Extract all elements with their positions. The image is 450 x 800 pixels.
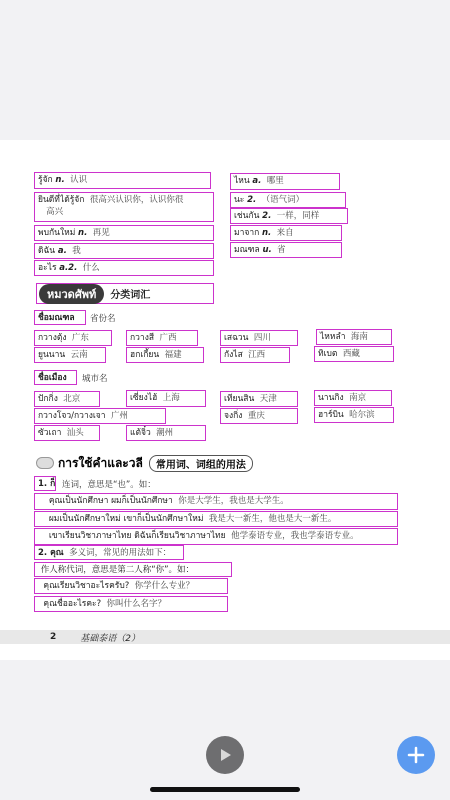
- provinces-label: ชื่อมณฑล: [34, 310, 86, 325]
- banner-thai-title: หมวดศัพท์: [39, 284, 104, 304]
- vocab-right-0: ไหน a. 哪里: [230, 173, 340, 190]
- play-button[interactable]: [206, 736, 244, 774]
- usage-section-thai: การใช้คำและวลี: [58, 455, 143, 470]
- province-2: เสฉวน 四川: [220, 330, 298, 346]
- usage-item2-example-1: คุณชื่ออะไรคะ? 你叫什么名字？: [34, 596, 228, 612]
- usage-item1-example-0: คุณเป็นนักศึกษา ผมก็เป็นนักศึกษา 你是大学生，我也是大学生。: [34, 493, 398, 510]
- province-4: ยูนนาน 云南: [34, 347, 106, 363]
- usage-section-header: [36, 454, 286, 472]
- usage-item1-example-2: เขาเรียนวิชาภาษาไทย ดิฉันก็เรียนวิชาภาษาไทย 他学泰语专业，我也学泰语专业。: [34, 528, 398, 545]
- vocab-left-5: อะไร a.2. 什么: [34, 260, 214, 276]
- city-2: เทียนสิน 天津: [220, 391, 298, 407]
- vocab-left-3: พบกันใหม่ n. 再见: [34, 225, 214, 241]
- banner-chinese-title: 分类词汇: [110, 290, 151, 301]
- city-5: จงกิ่ง 重庆: [220, 408, 298, 424]
- city-7: ซัวเถา 汕头: [34, 425, 100, 441]
- city-0: ปักกิ่ง 北京: [34, 391, 100, 407]
- usage-item1-title: 1. ก็: [34, 476, 56, 491]
- province-7: ทิเบต 西藏: [314, 346, 394, 362]
- usage-item1-desc: 连词，意思是“也”。如：: [62, 480, 156, 490]
- vocab-right-1: นะ 2. （语气词）: [230, 192, 346, 208]
- plus-icon: [406, 745, 426, 765]
- vocab-left-4: ดิฉัน a. 我: [34, 243, 214, 259]
- book-title: 基础泰语（2）: [80, 633, 140, 644]
- play-icon: [217, 747, 233, 763]
- vocab-right-4: มณฑล u. 省: [230, 242, 342, 258]
- vocab-left-0: รู้จัก n. 认识: [34, 172, 211, 189]
- usage-item2-title: 2. คุณ 多义词，常见的用法如下：: [34, 545, 184, 560]
- page-number: 2: [50, 632, 57, 642]
- city-4: กวางโจว/กวางเจา 广州: [34, 408, 166, 424]
- document-page: [0, 140, 450, 660]
- city-8: แต้จิ๋ว 潮州: [126, 425, 206, 441]
- province-0: กวางตุ้ง 广东: [34, 330, 112, 346]
- city-6: ฮาร์บิน 哈尔滨: [314, 407, 394, 423]
- usage-section-chinese: 常用词、词组的用法: [149, 455, 253, 472]
- usage-item2-sub: 作人称代词，意思是第二人称“你”。如：: [34, 562, 232, 577]
- section-bullet-icon: [36, 457, 54, 469]
- province-1: กวางสี 广西: [126, 330, 198, 346]
- home-indicator[interactable]: [150, 787, 300, 792]
- province-5: ฮกเกี้ยน 福建: [126, 347, 204, 363]
- vocab-right-3: มาจาก n. 来自: [230, 225, 342, 241]
- cities-label: ชื่อเมือง: [34, 370, 77, 385]
- vocab-right-2: เช่นกัน 2. 一样，同样: [230, 208, 348, 224]
- provinces-label-zh: 省份名: [90, 314, 116, 324]
- add-button[interactable]: [397, 736, 435, 774]
- city-1: เซี่ยงไฮ้ 上海: [126, 390, 206, 407]
- page-footer: [0, 630, 450, 644]
- usage-item1-example-1: ผมเป็นนักศึกษาใหม่ เขาก็เป็นนักศึกษาใหม่ 我是大一新生，他也是大一新生。: [34, 511, 398, 527]
- vocab-category-banner: [36, 283, 214, 304]
- province-3: ไหหลำ 海南: [316, 329, 392, 345]
- vocab-left-1: ยินดีที่ได้รู้จัก 很高兴认识你，认识你很 高兴: [34, 192, 214, 222]
- usage-item2-example-0: คุณเรียนวิชาอะไรครับ? 你学什么专业？: [34, 578, 228, 594]
- cities-label-zh: 城市名: [82, 374, 108, 384]
- city-3: นานกิง 南京: [314, 390, 392, 406]
- province-6: กังไส 江西: [220, 347, 290, 363]
